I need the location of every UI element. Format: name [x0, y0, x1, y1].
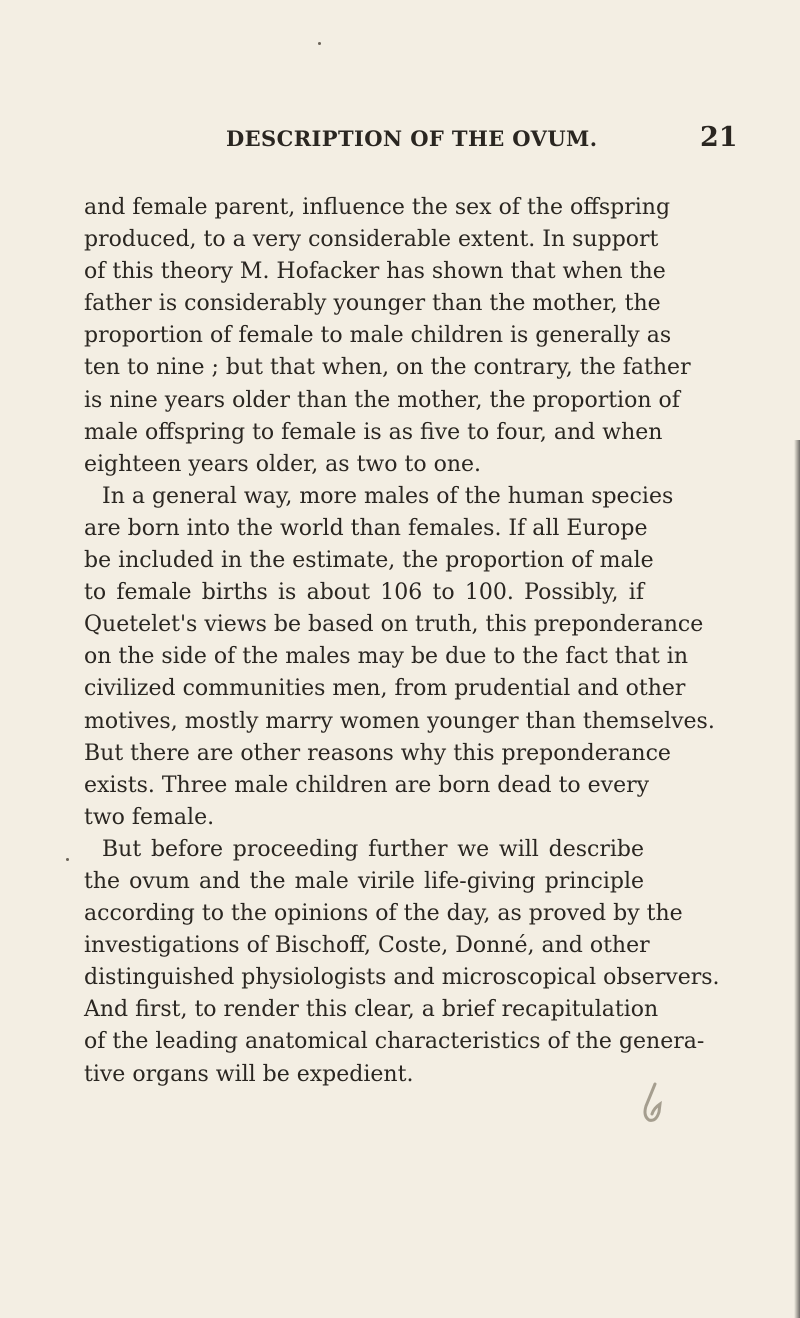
- text-line: eighteen years older, as two to one.: [84, 451, 481, 477]
- text-line: to female births is about 106 to 100. Possibly, if: [84, 580, 644, 606]
- page-speck: [66, 858, 69, 861]
- text-line: civilized communities men, from prudential and other: [84, 676, 686, 702]
- running-title: DESCRIPTION OF THE OVUM.: [226, 126, 598, 151]
- text-line: exists. Three male children are born dead to every: [84, 772, 650, 798]
- text-line: of this theory M. Hofacker has shown that when the: [84, 259, 666, 285]
- text-line: motives, mostly marry women younger than themselves.: [84, 708, 715, 734]
- running-head: [0, 122, 800, 158]
- text-line: But there are other reasons why this preponderance: [84, 740, 671, 766]
- text-line: according to the opinions of the day, as proved by the: [84, 901, 683, 927]
- text-line: But before proceeding further we will describe: [102, 836, 644, 862]
- text-line: proportion of female to male children is generally as: [84, 323, 672, 349]
- text-line: is nine years older than the mother, the proportion of: [84, 387, 680, 413]
- text-line: of the leading anatomical characteristics of the genera-: [84, 1029, 705, 1055]
- text-line: produced, to a very considerable extent. In support: [84, 227, 659, 253]
- text-line: father is considerably younger than the mother, the: [84, 291, 661, 317]
- body-text: [84, 192, 720, 1091]
- text-line: male offspring to female is as five to four, and when: [84, 419, 663, 445]
- text-line: are born into the world than females. If all Europe: [84, 515, 648, 541]
- text-line: tive organs will be expedient.: [84, 1061, 414, 1087]
- text-line: distinguished physiologists and microscopical observers.: [84, 965, 720, 991]
- text-line: ten to nine ; but that when, on the contrary, the father: [84, 355, 691, 381]
- page-edge-shadow: [794, 440, 800, 1318]
- text-line: be included in the estimate, the proportion of male: [84, 548, 654, 574]
- ink-mark-icon: [640, 1082, 664, 1124]
- text-line: And first, to render this clear, a brief recapitulation: [84, 997, 659, 1023]
- text-line: In a general way, more males of the human species: [102, 483, 674, 509]
- text-line: Quetelet's views be based on truth, this preponderance: [84, 612, 704, 638]
- page-number: 21: [700, 122, 738, 153]
- text-line: the ovum and the male virile life-giving principle: [84, 868, 644, 894]
- text-line: and female parent, influence the sex of the offspring: [84, 195, 671, 220]
- text-line: two female.: [84, 804, 215, 830]
- page-speck: [318, 42, 321, 45]
- text-line: investigations of Bischoff, Coste, Donné, and other: [84, 933, 650, 959]
- text-line: on the side of the males may be due to the fact that in: [84, 644, 689, 670]
